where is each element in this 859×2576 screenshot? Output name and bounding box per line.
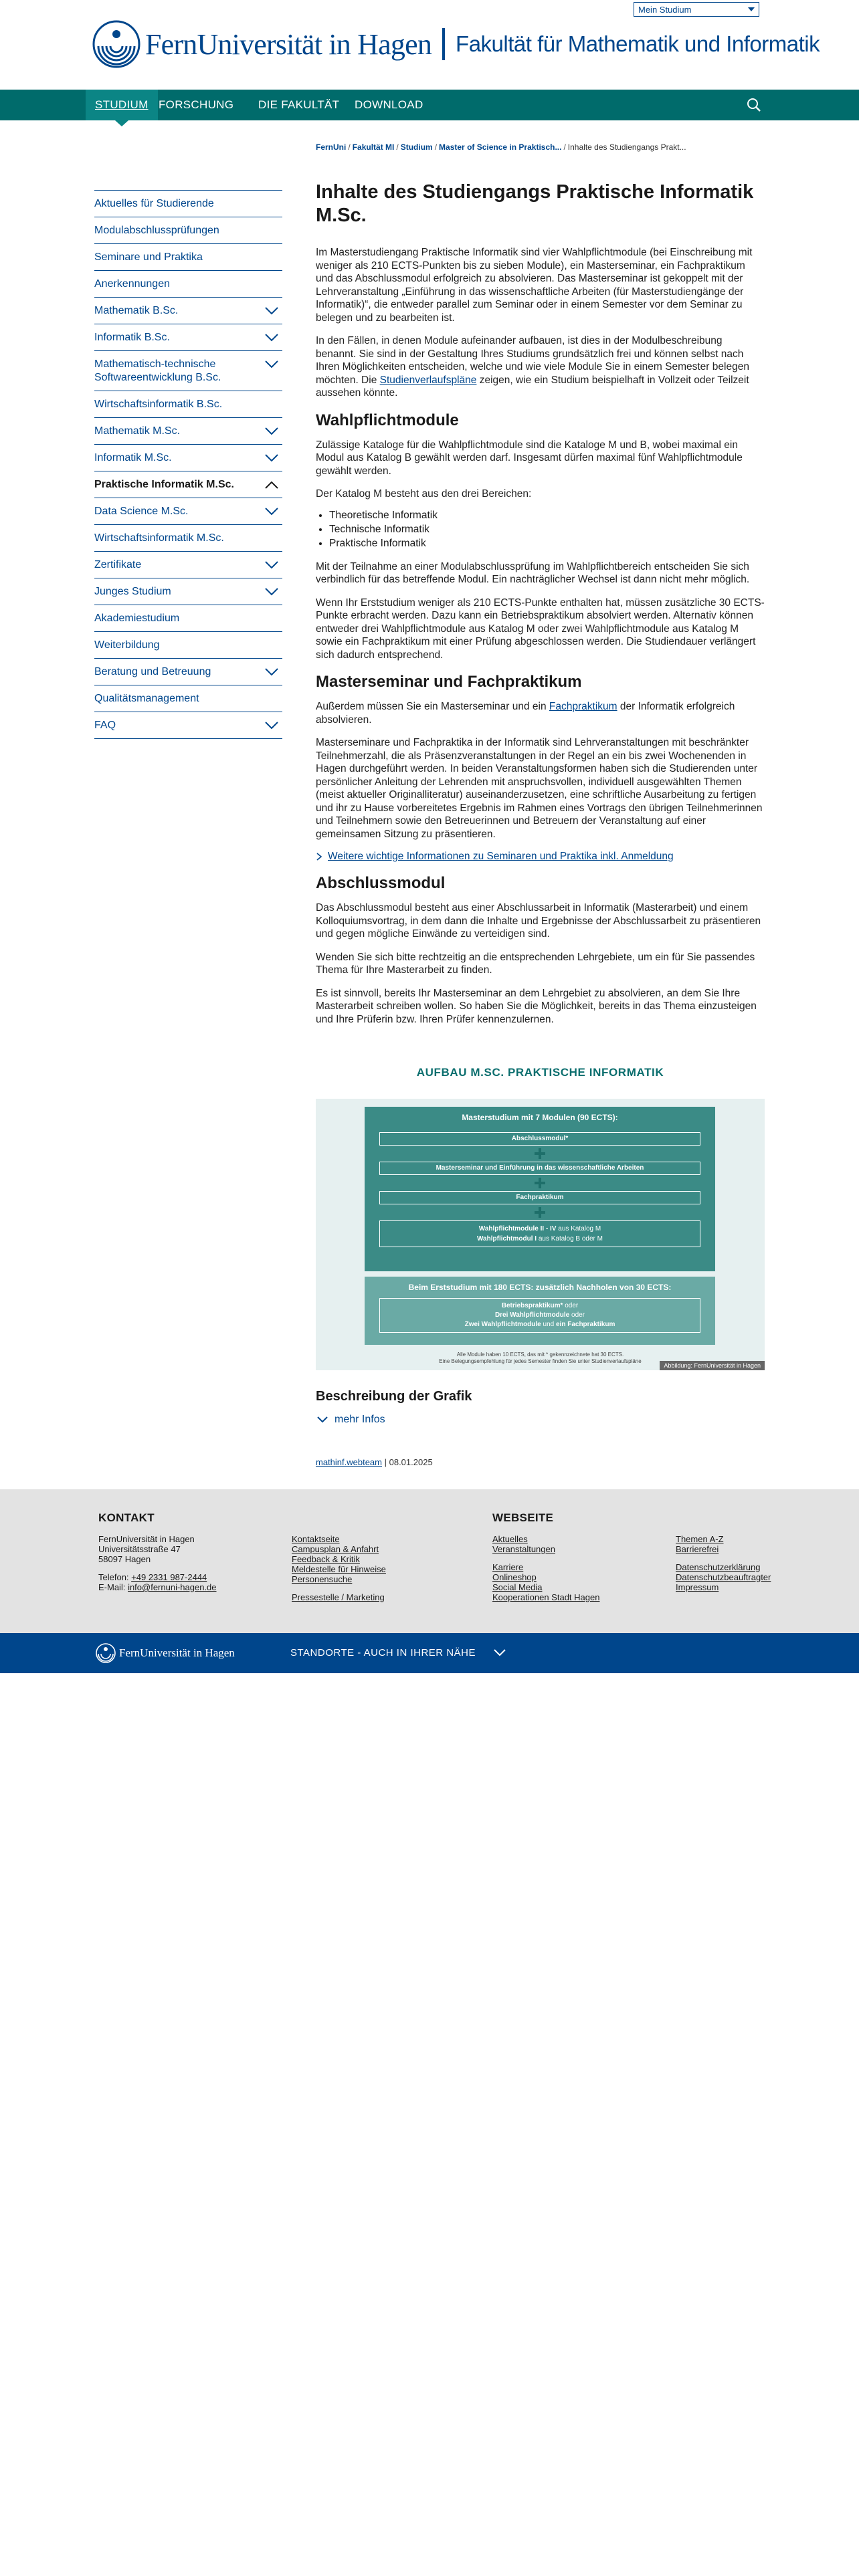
masterstudium-box bbox=[365, 1107, 715, 1271]
plus-icon bbox=[535, 1207, 545, 1218]
footer-contact-links bbox=[292, 1534, 386, 1602]
footer-logo[interactable]: FernUniversität in Hagen bbox=[95, 1642, 235, 1664]
sidebar-item[interactable] bbox=[94, 471, 282, 498]
chevron-down-icon bbox=[317, 1416, 328, 1423]
wahl-paragraph-3: Mit der Teilnahme an einer Modulabschlussprüfung im Wahlpflichtbereich entscheiden Sie sich verbindlich für das betreffende Modul. Ein nachträglicher Wechsel ist dann nicht mehr möglich. bbox=[316, 560, 750, 585]
sidebar-item[interactable] bbox=[94, 578, 282, 605]
sidebar-item[interactable] bbox=[94, 444, 282, 471]
sidebar-item[interactable] bbox=[94, 524, 282, 551]
sidebar-item-label: Wirtschaftsinformatik B.Sc. bbox=[94, 399, 223, 410]
breadcrumb-link-fakultaet[interactable]: Fakultät MI bbox=[352, 142, 395, 152]
sidebar-item[interactable] bbox=[94, 605, 282, 631]
chevron-down-icon[interactable] bbox=[265, 588, 278, 596]
sidebar-item[interactable] bbox=[94, 417, 282, 444]
sidebar-item-label: Qualitätsmanagement bbox=[94, 693, 199, 704]
sidebar-item-label: Seminare und Praktika bbox=[94, 251, 203, 263]
chevron-down-icon[interactable] bbox=[265, 722, 278, 730]
chevron-down-icon bbox=[748, 7, 755, 11]
chevron-up-icon[interactable] bbox=[265, 481, 278, 489]
sidebar-item-label: Weiterbildung bbox=[94, 639, 160, 651]
sidebar-item-label: Praktische Informatik M.Sc. bbox=[94, 479, 234, 490]
chevron-down-icon[interactable] bbox=[265, 454, 278, 462]
footer-link[interactable]: Campusplan & Anfahrt bbox=[292, 1544, 379, 1554]
breadcrumb-link-fernuni[interactable]: FernUni bbox=[316, 142, 347, 152]
sidebar-item-label: Data Science M.Sc. bbox=[94, 506, 189, 517]
sidebar-item[interactable] bbox=[94, 243, 282, 270]
fachpraktikum-row: Fachpraktikum bbox=[379, 1191, 700, 1204]
faculty-name: Fakultät für Mathematik und Informatik bbox=[456, 31, 820, 56]
nav-download[interactable]: DOWNLOAD bbox=[355, 98, 423, 111]
list-item: • Praktische Informatik bbox=[329, 536, 765, 550]
footer-link[interactable]: Themen A-Z bbox=[676, 1534, 724, 1544]
plus-icon bbox=[535, 1148, 545, 1159]
footer-link[interactable]: Pressestelle / Marketing bbox=[292, 1592, 385, 1602]
sidebar-item-label: Informatik B.Sc. bbox=[94, 332, 170, 343]
masterseminar-row: Masterseminar und Einführung in das wissenschaftliche Arbeiten bbox=[379, 1162, 700, 1175]
logo-separator bbox=[442, 28, 445, 60]
abschluss-paragraph-1: Das Abschlussmodul besteht aus einer Abschlussarbeit in Informatik (Masterarbeit) und einem Kolloquiumsvortrag, in dem dann die Inhalte und Ergebnisse der Abschlussarbeit zu präsentieren und gegen mögliche Einwände zu verteidigen sind. bbox=[316, 902, 761, 940]
nachholen-row: Betriebspraktikum* oder Drei Wahlpflichtmodule oder Zwei Wahlpflichtmodule und ein Fachpraktikum bbox=[379, 1298, 700, 1333]
footer-link[interactable]: Kontaktseite bbox=[292, 1534, 340, 1544]
list-item: • Technische Informatik bbox=[329, 522, 765, 536]
fachpraktikum-link[interactable]: Fachpraktikum bbox=[549, 701, 617, 712]
graphic-note: Alle Module haben 10 ECTS, das mit * gekennzeichnete hat 30 ECTS. Eine Belegungsempfehlung für jedes Semester finden Sie unter Studienverlaufspläne bbox=[439, 1352, 642, 1364]
sidebar-item[interactable] bbox=[94, 498, 282, 524]
footer-link[interactable]: Barrierefrei bbox=[676, 1544, 719, 1554]
abschluss-paragraph-3: Es ist sinnvoll, bereits Ihr Masterseminar an dem Lehrgebiet zu absolvieren, an dem Sie Ihre Masterarbeit schreiben wollen. So haben Sie die Möglichkeit, bereits in das Thema einzusteigen und Ihre Prüferin bzw. Ihren Prüfer kennenzulernen. bbox=[316, 987, 757, 1025]
graphic-title: AUFBAU M.SC. PRAKTISCHE INFORMATIK bbox=[416, 1066, 664, 1079]
heading-masterseminar: Masterseminar und Fachpraktikum bbox=[316, 673, 582, 691]
footer-link[interactable]: Datenschutzerklärung bbox=[676, 1562, 761, 1572]
sidebar-item-label: Aktuelles für Studierende bbox=[94, 198, 214, 209]
chevron-down-icon[interactable] bbox=[265, 334, 278, 342]
study-structure-graphic bbox=[316, 1099, 765, 1370]
footer-legal-links bbox=[676, 1534, 771, 1592]
sidebar-item[interactable] bbox=[94, 391, 282, 417]
erststudium-box bbox=[365, 1277, 715, 1345]
page-title: Inhalte des Studiengangs Praktische Informatik M.Sc. bbox=[316, 181, 754, 226]
sidebar-item-label: Informatik M.Sc. bbox=[94, 452, 172, 463]
footer bbox=[0, 1489, 859, 1633]
list-item: • Theoretische Informatik bbox=[329, 508, 765, 522]
footer-webseite-heading: WEBSEITE bbox=[492, 1511, 554, 1524]
image-credit: Abbildung: FernUniversität in Hagen bbox=[660, 1361, 765, 1370]
sidebar-item[interactable] bbox=[94, 297, 282, 324]
sidebar-item-label: Mathematik M.Sc. bbox=[94, 425, 181, 437]
abschluss-paragraph-2: Wenden Sie sich bitte rechtzeitig an die entsprechenden Lehrgebiete, um ein für Sie passendes Thema für Ihre Masterarbeit zu finden. bbox=[316, 951, 755, 976]
footer-link[interactable]: Datenschutzbeauftragter bbox=[676, 1572, 771, 1582]
sidebar-item-label: Modulabschlussprüfungen bbox=[94, 225, 219, 236]
abschlussmodul-row: Abschlussmodul* bbox=[379, 1132, 700, 1146]
footer-link[interactable]: Meldestelle für Hinweise bbox=[292, 1564, 386, 1574]
email-link[interactable]: info@fernuni-hagen.de bbox=[128, 1582, 217, 1592]
plus-icon bbox=[535, 1178, 545, 1188]
footer-link[interactable]: Veranstaltungen bbox=[492, 1544, 555, 1554]
intro-paragraph-2: In den Fällen, in denen Module aufeinander aufbauen, ist dies in der Modulbeschreibung benannt. Sie sind in der Gestaltung Ihres Studiums grundsätzlich frei und können selbst nach Ihren Möglichkeiten entscheiden, welche und wie viele Module Sie in einem Semester belegen möchten. Die Studienverlaufspläne zeigen, wie ein Studium beispielhaft in Vollzeit oder Teilzeit aussehen könnte. bbox=[316, 335, 749, 399]
breadcrumb: FernUni / Fakultät MI / Studium / Master of Science in Praktisch... / Inhalte des Studiengangs Prakt... bbox=[316, 142, 686, 152]
sidebar-item[interactable] bbox=[94, 712, 282, 739]
sidebar-item-label: Zertifikate bbox=[94, 559, 142, 570]
footer-link[interactable]: Social Media bbox=[492, 1582, 543, 1592]
sidebar-item[interactable] bbox=[94, 324, 282, 350]
graphic-description-heading: Beschreibung der Grafik bbox=[316, 1389, 472, 1404]
wahl-paragraph-2: Der Katalog M besteht aus den drei Bereichen: bbox=[316, 488, 532, 500]
site-header bbox=[0, 0, 859, 90]
university-logo[interactable] bbox=[92, 19, 820, 70]
studienverlaufsplaene-link[interactable]: Studienverlaufspläne bbox=[379, 374, 477, 386]
master-paragraph-2: Masterseminare und Fachpraktika in der Informatik sind Lehrveranstaltungen mit beschränkter Teilnehmerzahl, die als Präsenzveranstaltungen in der Regel an ein bis zwei Wochenenden in Hagen durchgeführt werden. In beiden Veranstaltungsformen haben sich die Studierenden unter persönlicher Anleitung der Lehrenden mit anspruchsvollen, individuell ausgewählten Themen (meist aktueller Originalliteratur) auseinanderzusetzen, eine schriftliche Ausarbeitung zu fertigen und ihr zu Hause vorbereitetes Ergebnis im Rahmen eines Vortrags den übrigen Teilnehmerinnen und Teilnehmern sowie den Betreuerinnen und Betreuern der Veranstaltung auf einer gemeinsamen Sitzung zu präsentieren. bbox=[316, 737, 763, 840]
chevron-right-icon bbox=[316, 853, 322, 861]
fernuni-logo-icon bbox=[92, 19, 141, 69]
chevron-down-icon[interactable] bbox=[265, 307, 278, 315]
sidebar-item-label: Akademiestudium bbox=[94, 613, 180, 624]
main-content bbox=[316, 181, 765, 1036]
author-link[interactable]: mathinf.webteam bbox=[316, 1457, 382, 1467]
footer-link[interactable]: Karriere bbox=[492, 1562, 524, 1572]
mein-studium-label: Mein Studium bbox=[638, 4, 692, 15]
footer-link[interactable]: Aktuelles bbox=[492, 1534, 528, 1544]
sidebar-item-label: FAQ bbox=[94, 720, 116, 731]
sidebar-item-label: Junges Studium bbox=[94, 586, 171, 597]
sidebar-item[interactable] bbox=[94, 350, 282, 391]
chevron-down-icon[interactable] bbox=[265, 668, 278, 676]
chevron-down-icon[interactable] bbox=[265, 360, 278, 368]
nav-studium[interactable]: STUDIUM bbox=[86, 90, 158, 120]
sidebar-item[interactable] bbox=[94, 551, 282, 578]
footer-link[interactable]: Impressum bbox=[676, 1582, 719, 1592]
main-nav bbox=[0, 90, 859, 120]
update-date: | 08.01.2025 bbox=[384, 1457, 433, 1467]
breadcrumb-link-master[interactable]: Master of Science in Praktisch... bbox=[439, 142, 562, 152]
footer-address: FernUniversität in Hagen Universitätsstraße 47 58097 Hagen Telefon: +49 2331 987-2444 E-Mail: info@fernuni-hagen.de bbox=[98, 1534, 217, 1592]
sidebar-item[interactable] bbox=[94, 190, 282, 217]
sidebar-item-label: Beratung und Betreuung bbox=[94, 666, 211, 677]
wahlpflicht-row: Wahlpflichtmodule II - IV aus Katalog M Wahlpflichtmodul I aus Katalog B oder M bbox=[379, 1220, 700, 1247]
chevron-down-icon[interactable] bbox=[265, 427, 278, 435]
logo-name: FernUniversität in Hagen bbox=[145, 27, 432, 61]
chevron-down-icon[interactable] bbox=[494, 1649, 506, 1656]
masterstudium-heading: Masterstudium mit 7 Modulen (90 ECTS): bbox=[462, 1113, 618, 1122]
sidebar-nav bbox=[94, 190, 282, 739]
footer-link[interactable]: Personensuche bbox=[292, 1574, 353, 1584]
heading-abschlussmodul: Abschlussmodul bbox=[316, 874, 446, 892]
sidebar-item[interactable] bbox=[94, 658, 282, 685]
search-icon[interactable] bbox=[747, 98, 761, 112]
page-meta bbox=[316, 1457, 433, 1467]
sidebar-item-label: Anerkennungen bbox=[94, 278, 170, 290]
wahl-paragraph-1: Zulässige Kataloge für die Wahlpflichtmodule sind die Kataloge M und B, wobei maximal ein Modul aus Katalog B gewählt werden darf. Insgesamt dürfen maximal fünf Wahlpflichtmodule gewählt werden. bbox=[316, 439, 743, 477]
wahl-paragraph-4: Wenn Ihr Erststudium weniger als 210 ECTS-Punkte enthalten hat, müssen zusätzliche 30 ECTS-Punkte erbracht werden. Dazu kann ein Betriebspraktikum absolviert werden. Alternativ können entweder drei Wahlpflichtmodule aus Katalog M oder zwei Wahlpflichtmodule aus Katalog M sowie ein Fachpraktikum mit einer Prüfung abgeschlossen werden. Die Studiendauer verlängert sich dadurch entsprechend. bbox=[316, 597, 765, 661]
seminare-info-link[interactable]: Weitere wichtige Informationen zu Seminaren und Praktika inkl. Anmeldung bbox=[316, 851, 765, 863]
standorte-toggle[interactable]: STANDORTE - AUCH IN IHRER NÄHE bbox=[290, 1647, 476, 1658]
master-paragraph-1: Außerdem müssen Sie ein Masterseminar und ein Fachpraktikum der Informatik erfolgreich absolvieren. bbox=[316, 701, 735, 726]
intro-paragraph-1: Im Masterstudiengang Praktische Informatik sind vier Wahlpflichtmodule (bei Einschreibung mit weniger als 210 ECTS-Punkten bis zu sieben Module), ein Masterseminar, ein Fachpraktikum und das Abschlussmodul erfolgreich zu absolvieren. Das Masterseminar ist gekoppelt mit der Lehrveranstaltung „Einführung in das wissenschaftliche Arbeiten (für Masterstudiengänge der Informatik)“, die entweder parallel zum Seminar oder in einem Semester vor dem Seminar zu belegen und zu bearbeiten ist. bbox=[316, 247, 753, 324]
mehr-infos-toggle[interactable]: mehr Infos bbox=[317, 1414, 385, 1426]
bottom-bar bbox=[0, 1633, 859, 1673]
chevron-down-icon[interactable] bbox=[265, 508, 278, 516]
fernuni-logo-icon bbox=[95, 1642, 116, 1664]
sidebar-item[interactable] bbox=[94, 217, 282, 243]
heading-wahlpflichtmodule: Wahlpflichtmodule bbox=[316, 411, 459, 429]
footer-website-links bbox=[492, 1534, 599, 1602]
phone-link[interactable]: +49 2331 987-2444 bbox=[131, 1572, 207, 1582]
erststudium-heading: Beim Erststudium mit 180 ECTS: zusätzlich Nachholen von 30 ECTS: bbox=[408, 1283, 672, 1292]
sidebar-item-label: Mathematisch-technische Softwareentwicklung B.Sc. bbox=[94, 358, 221, 383]
nav-forschung[interactable]: FORSCHUNG bbox=[159, 98, 234, 111]
sidebar-item[interactable] bbox=[94, 270, 282, 297]
breadcrumb-current: Inhalte des Studiengangs Prakt... bbox=[567, 142, 686, 152]
footer-link[interactable]: Onlineshop bbox=[492, 1572, 537, 1582]
sidebar-item[interactable] bbox=[94, 631, 282, 658]
sidebar-item-label: Mathematik B.Sc. bbox=[94, 305, 179, 316]
breadcrumb-link-studium[interactable]: Studium bbox=[400, 142, 433, 152]
mein-studium-select[interactable] bbox=[634, 2, 759, 17]
sidebar-item-label: Wirtschaftsinformatik M.Sc. bbox=[94, 532, 224, 544]
sidebar-item[interactable] bbox=[94, 685, 282, 712]
chevron-down-icon[interactable] bbox=[265, 561, 278, 569]
footer-kontakt-heading: KONTAKT bbox=[98, 1511, 155, 1524]
katalog-list bbox=[329, 508, 765, 550]
nav-die-fakultaet[interactable]: DIE FAKULTÄT bbox=[258, 98, 340, 111]
footer-link[interactable]: Kooperationen Stadt Hagen bbox=[492, 1592, 600, 1602]
footer-link[interactable]: Feedback & Kritik bbox=[292, 1554, 360, 1564]
